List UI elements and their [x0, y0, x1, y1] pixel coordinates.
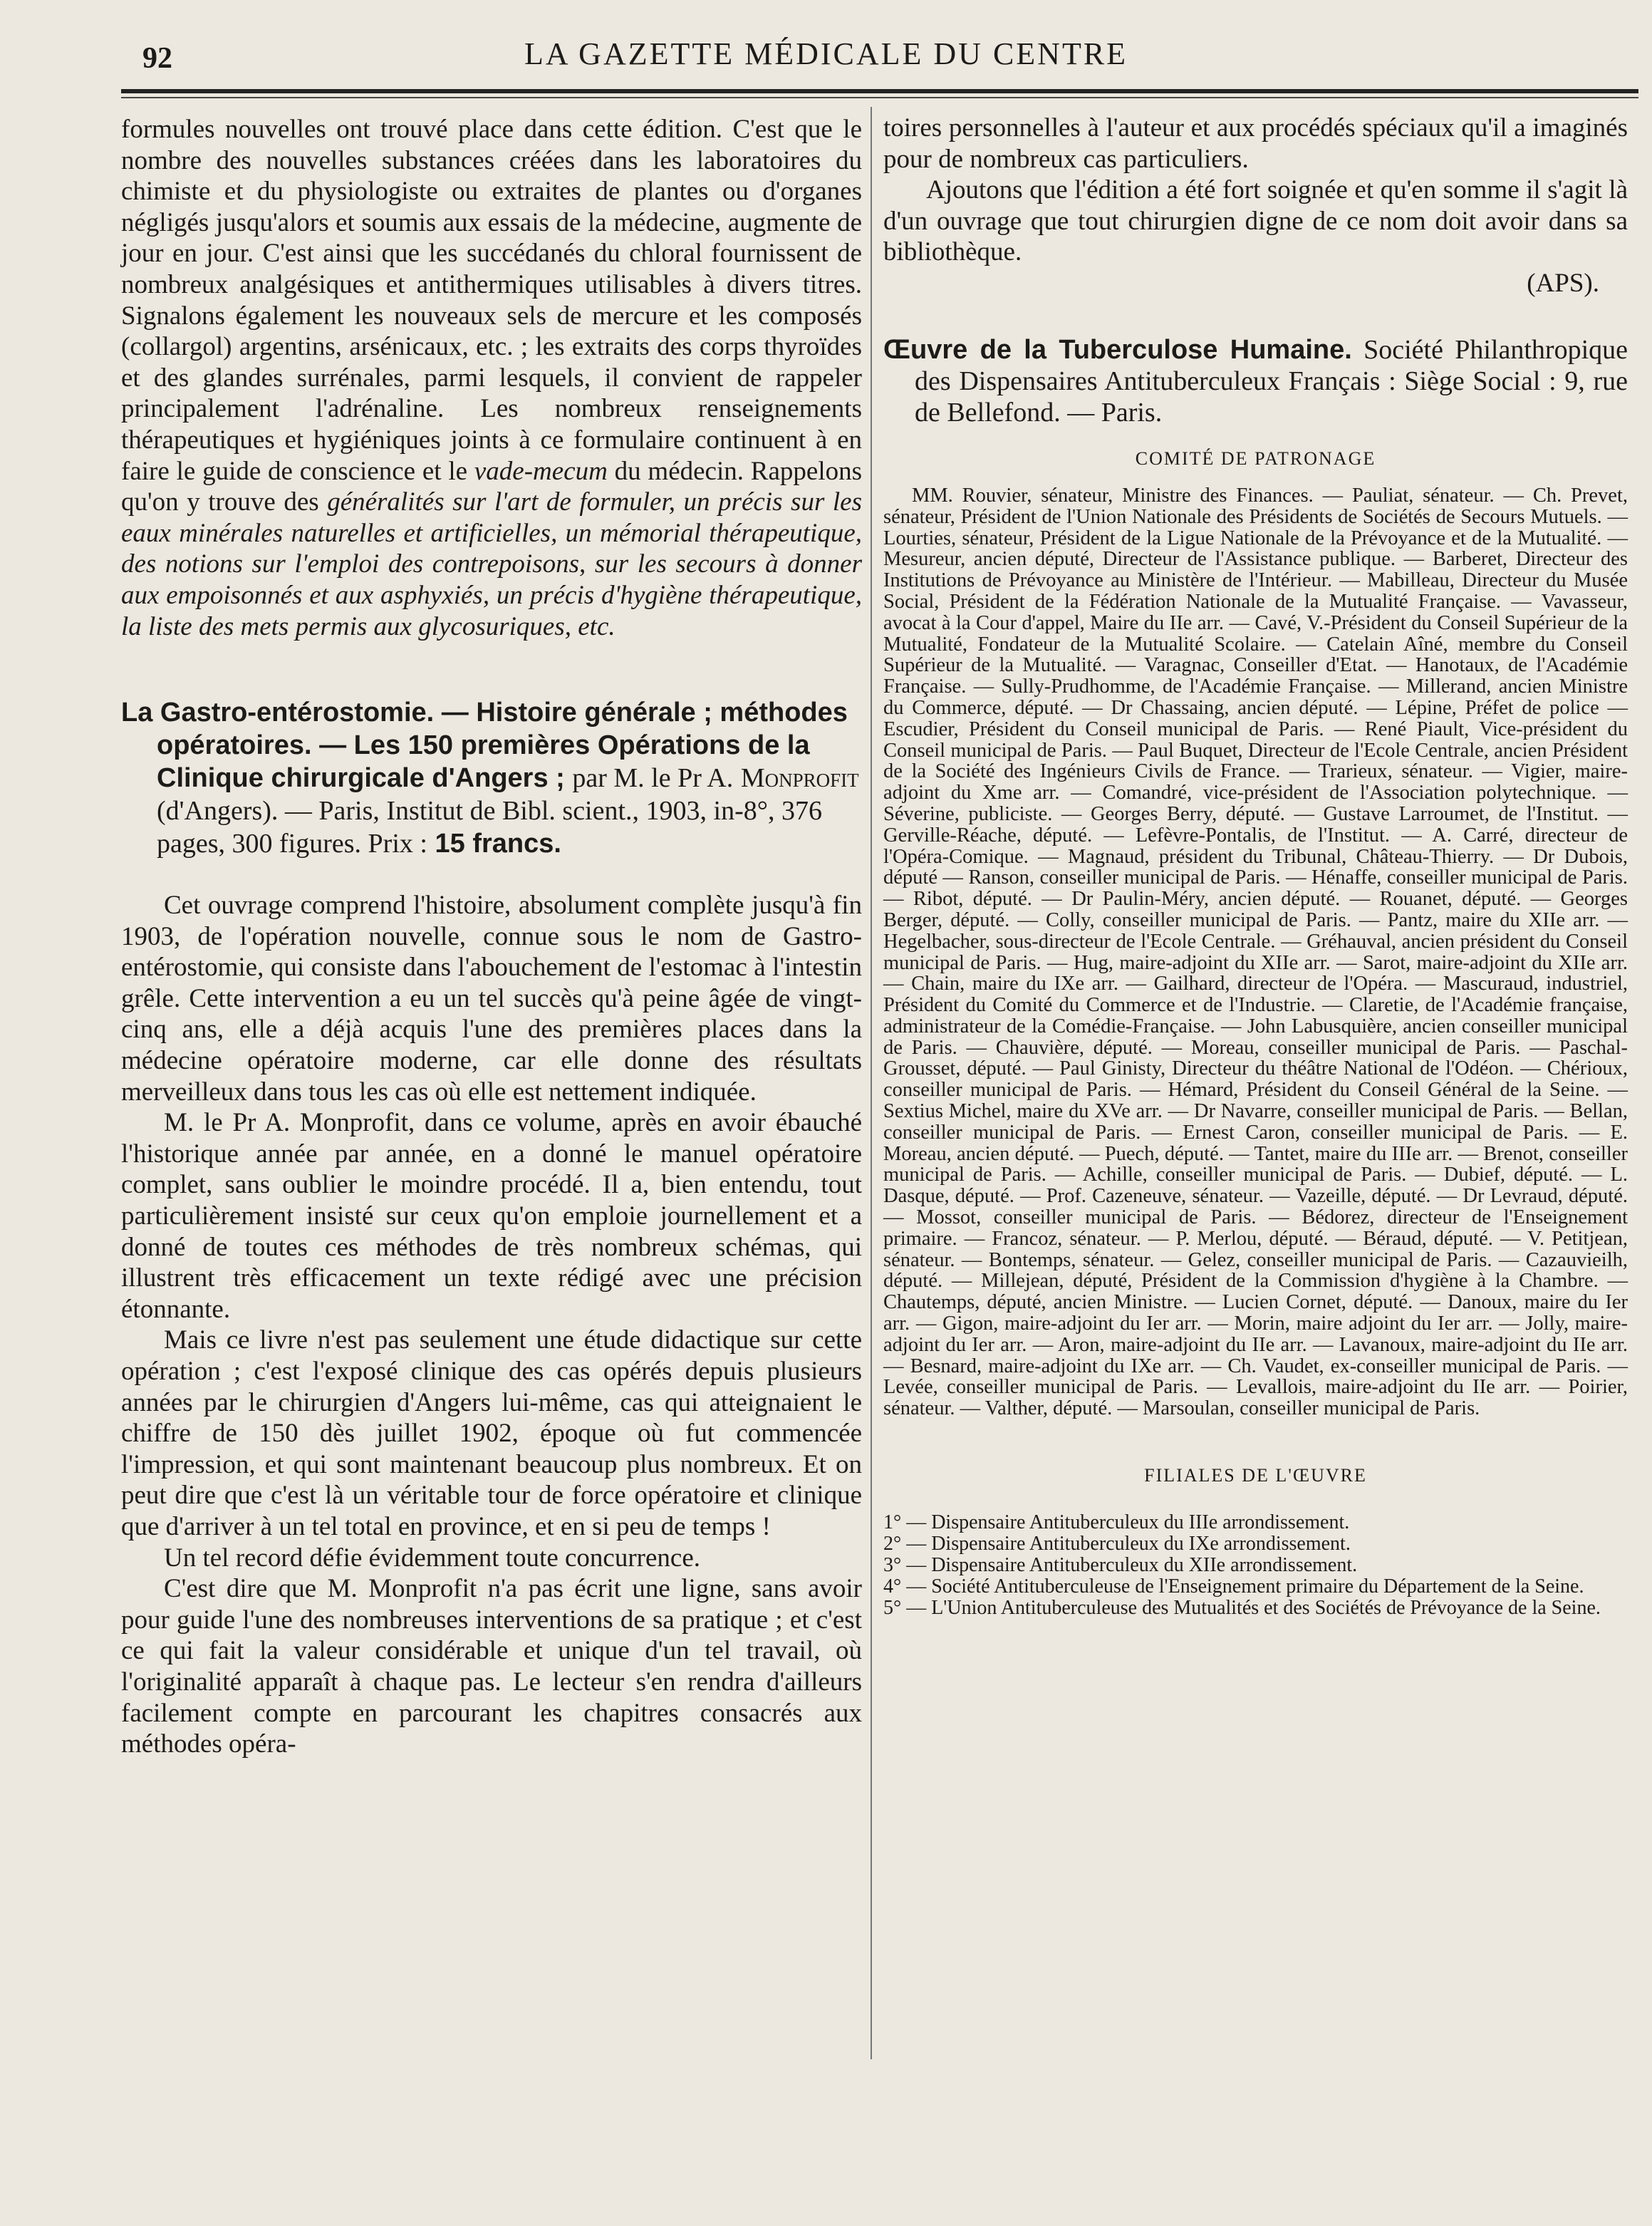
review-paragraph-3: Mais ce livre n'est pas seulement une étude didactique sur cette opération ; c'est l'exposé clinique des cas opérés depuis plusieurs années par le chirurgien d'Angers lui-même, cas qui atteignaient le chiffre de 150 dès juillet 1902, époque où fut commencée l'impression, et qui sont maintenant beaucoup plus nombreux. Et on peut dire que c'est là un véritable tour de force opératoire et clinique que d'arriver à un tel total en province, et en si peu de temps ! [121, 1325, 862, 1541]
journal-title: LA GAZETTE MÉDICALE DU CENTRE [524, 36, 1128, 71]
filiale-item: 1° — Dispensaire Antituberculeux du IIIe arrondissement. [883, 1511, 1350, 1534]
filiales-heading: FILIALES DE L'ŒUVRE [1144, 1465, 1367, 1486]
column-divider [871, 107, 872, 2059]
book-author: Monprofit [740, 763, 859, 794]
formulary-paragraph [121, 114, 862, 642]
book-publication-info: (d'Angers). — Paris, Institut de Bibl. scient., 1903, in-8°, 376 pages, 300 figures. Prix : [157, 796, 822, 859]
filiale-item: 3° — Dispensaire Antituberculeux du XIIe arrondissement. [883, 1554, 1358, 1577]
comite-heading: COMITÉ DE PATRONAGE [1135, 447, 1376, 469]
filiale-item: 2° — Dispensaire Antituberculeux du IXe arrondissement. [883, 1533, 1351, 1555]
oeuvre-name: Œuvre de la Tuberculose Humaine. [883, 334, 1352, 365]
left-column [121, 114, 862, 1760]
review-paragraph-5: C'est dire que M. Monprofit n'a pas écrit une ligne, sans avoir pour guide l'une des nombreuses interventions de sa pratique ; et c'est ce qui fait la valeur considérable et unique d'un tel travail, où l'originalité apparaît à chaque pas. Le lecteur s'en rendra d'ailleurs facilement compte en parcourant les chapitres consacrés aux méthodes opéra- [121, 1574, 862, 1759]
book-review-heading [121, 696, 862, 860]
header-rule-thin [121, 97, 1638, 98]
formulary-contents-list: généralités sur l'art de formuler, un précis sur les eaux minérales naturelles et artificielles, un mémorial thérapeutique, des notions sur l'emploi des contrepoisons, sur les secours à donner aux empoisonnés et aux asphyxiés, un précis d'hygiène thérapeutique, la liste des mets permis aux glycosuriques, etc. [121, 487, 862, 641]
review-paragraph-1: Cet ouvrage comprend l'histoire, absolument complète jusqu'à fin 1903, de l'opération nouvelle, connue sous le nom de Gastro-entérostomie, qui consiste dans l'abouchement de l'estomac à l'intestin grêle. Cette intervention a eu un tel succès qu'à peine âgée de vingt-cinq ans, elle a déjà acquis l'une des premières places dans la médecine opératoire moderne, car elle donne des résultats merveilleux dans tous les cas où elle est nettement indiquée. [121, 891, 862, 1107]
book-title: La Gastro-entérostomie. — Histoire générale ; méthodes opératoires. — Les 150 premières Opérations de la Clinique chirurgicale d'Angers ; [121, 698, 848, 794]
filiale-item: 5° — L'Union Antituberculeuse des Mutualités et des Sociétés de Prévoyance de la Seine. [883, 1597, 1601, 1620]
formulary-text: formules nouvelles ont trouvé place dans cette édition. C'est que le nombre des nouvelles substances créées dans les laboratoires du chimiste et du physiologiste ou extraites de plantes ou d'organes négligés jusqu'alors et soumis aux essais de la médecine, augmente de jour en jour. C'est ainsi que les succédanés du chloral fournissent de nombreux analgésiques et antithermiques utilisables à divers titres. Signalons également les nouveaux sels de mercure et les composés (collargol) argentins, arsénicaux, etc. ; les extraits des corps thyroïdes et des glandes surrénales, parmi lesquels, il convient de rappeler principalement l'adrénaline. Les nombreux renseignements thérapeutiques et hygiéniques joints à ce formulaire continuent à en faire le guide de conscience et le [121, 115, 862, 486]
oeuvre-heading [883, 334, 1628, 428]
book-price: 15 francs. [435, 829, 561, 859]
review-continuation: toires personnelles à l'auteur et aux procédés spéciaux qu'il a imaginés pour de nombreux cas particuliers. [883, 113, 1628, 174]
book-author-prefix: par M. le Pr A. [572, 763, 734, 794]
formulary-text-b: du médecin. Rappelons qu'on y trouve des [121, 456, 862, 517]
running-head [0, 29, 1652, 78]
filiale-item: 4° — Société Antituberculeuse de l'Enseignement primaire du Département de la Seine. [883, 1575, 1584, 1598]
review-paragraph-4: Un tel record défie évidemment toute concurrence. [164, 1543, 701, 1573]
right-column [883, 113, 1628, 1619]
vade-mecum-term: vade-mecum [474, 456, 608, 486]
review-conclusion: Ajoutons que l'édition a été fort soignée et qu'en somme il s'agit là d'un ouvrage que tout chirurgien digne de ce nom doit avoir dans sa bibliothèque. [883, 175, 1628, 267]
patronage-members: MM. Rouvier, sénateur, Ministre des Finances. — Pauliat, sénateur. — Ch. Prevet, sénateur, Président de l'Union Nationale des Présidents de Sociétés de Secours Mutuels. — Lourties, sénateur, Président de la Ligue Nationale de la Prévoyance et de la Mutualité. — Mesureur, ancien député, Directeur de l'Assistance publique. — Barberet, Directeur des Institutions de Prévoyance au Ministère de l'Intérieur. — Mabilleau, Directeur du Musée Social, Président de la Fédération Nationale de la Mutualité Française. — Vavasseur, avocat à la Cour d'appel, Maire du IIe arr. — Cavé, V.-Président du Conseil Supérieur de la Mutualité, Fondateur de la Mutualité Scolaire. — Catelain Aîné, membre du Conseil Supérieur de la Mutualité. — Varagnac, Conseiller d'Etat. — Hanotaux, de l'Académie Française. — Sully-Prudhomme, de l'Académie Française. — Millerand, ancien Ministre du Commerce, député. — Dr Chassaing, ancien député. — Lépine, Préfet de police — Escudier, Président du Conseil municipal de Paris. — René Piault, Vice-président du Conseil municipal de Paris. — Paul Buquet, Directeur de l'Ecole Centrale, ancien Président de la Société des Ingénieurs Civils de France. — Trarieux, sénateur. — Vigier, maire-adjoint du Xme arr. — Comandré, vice-président de l'Association polytechnique. — Séverine, publiciste. — Georges Berry, député. — Gustave Larroumet, de l'Institut. — Gerville-Réache, député. — Lefèvre-Pontalis, de l'Institut. — A. Carré, directeur de l'Opéra-Comique. — Magnaud, président du Tribunal, Château-Thierry. — Dr Dubois, député — Ranson, conseiller municipal de Paris. — Hénaffe, conseiller municipal de Paris. — Ribot, député. — Dr Paulin-Méry, ancien député. — Rouanet, député. — Georges Berger, député. — Colly, conseiller municipal de Paris. — Pantz, maire du XIIe arr. — Hegelbacher, sous-directeur de l'Ecole Centrale. — Gréhauval, ancien président du Conseil municipal de Paris. — Hug, maire-adjoint du XIIe arr. — Sarot, maire-adjoint du XIIe arr. — Chain, maire du IXe arr. — Gailhard, directeur de l'Opéra. — Mascuraud, industriel, Président du Comité du Commerce et de l'Industrie. — Claretie, de l'Académie française, administrateur de la Comédie-Française. — John Labusquière, ancien conseiller municipal de Paris. — Chauvière, député. — Moreau, conseiller municipal de Paris. — Paschal-Grousset, député. — Paul Ginisty, Directeur du théâtre National de l'Odéon. — Chérioux, conseiller municipal de Paris. — Hémard, Président du Conseil Général de la Seine. — Sextius Michel, maire du XVe arr. — Dr Navarre, conseiller municipal de Paris. — Bellan, conseiller municipal de Paris. — Ernest Caron, conseiller municipal de Paris. — E. Moreau, ancien député. — Puech, député. — Tantet, maire du IIIe arr. — Brenot, conseiller municipal de Paris. — Achille, conseiller municipal de Paris. — Dubief, député. — L. Dasque, député. — Prof. Cazeneuve, sénateur. — Vazeille, député. — Dr Levraud, député. — Mossot, conseiller municipal de Paris. — Bédorez, directeur de l'Enseignement primaire. — Francoz, sénateur. — P. Merlou, député. — Béraud, député. — V. Petitjean, sénateur. — Bontemps, sénateur. — Gelez, conseiller municipal de Paris. — Cazauvieilh, député. — Millejean, député, Président de la Commission d'hygiène à la Chambre. — Chautemps, député, ancien Ministre. — Lucien Cornet, député. — Danoux, maire du Ier arr. — Gigon, maire-adjoint du Ier arr. — Morin, maire adjoint du Ier arr. — Jolly, maire-adjoint du Ier arr. — Aron, maire-adjoint du IIe arr. — Lavanoux, maire-adjoint du IIe arr. — Besnard, maire-adjoint du IXe arr. — Ch. Vaudet, ex-conseiller municipal de Paris. — Levée, conseiller municipal de Paris. — Levallois, maire-adjoint du IIe arr. — Poirier, sénateur. — Valther, député. — Marsoulan, conseiller municipal de Paris. [883, 484, 1628, 1420]
review-paragraph-2: M. le Pr A. Monprofit, dans ce volume, après en avoir ébauché l'historique année par année, en a donné le manuel opératoire complet, sans oublier le moindre procédé. Il a, bien entendu, tout particulièrement insisté sur ceux qu'on emploie journellement et a donné de toutes ces méthodes de très nombreux schémas, qui illustrent très efficacement un texte rédigé avec une précision étonnante. [121, 1108, 862, 1324]
oeuvre-address: Société Philanthropique des Dispensaires Antituberculeux Français : Siège Social : 9, rue de Bellefond. — Paris. [915, 334, 1628, 428]
page-number: 92 [142, 42, 172, 75]
review-signature: (APS). [1527, 268, 1599, 298]
header-rule [121, 89, 1638, 93]
filiales-list [883, 1512, 1628, 1619]
